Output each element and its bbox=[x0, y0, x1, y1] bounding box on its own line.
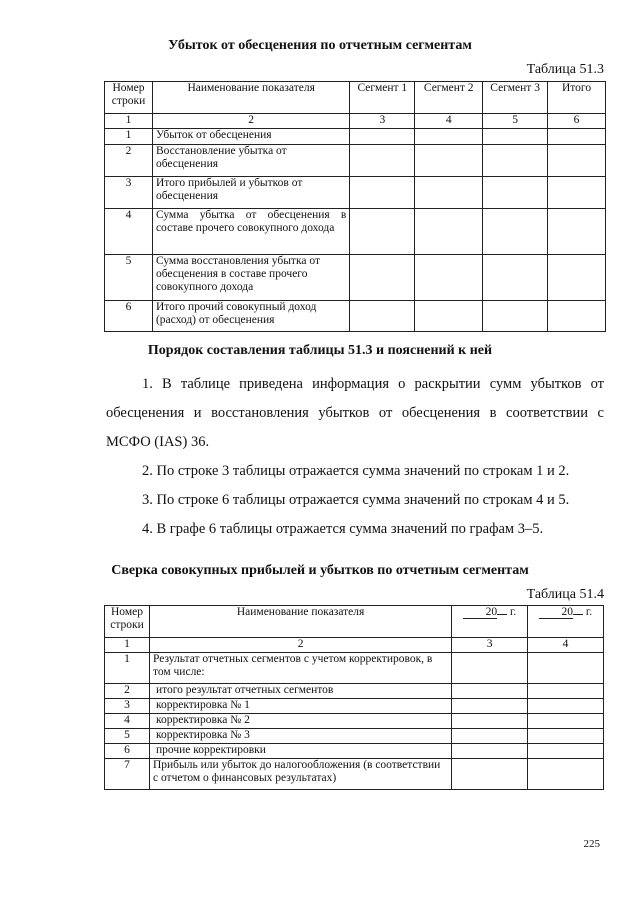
data-cell bbox=[452, 714, 528, 729]
year-suffix: г. bbox=[585, 606, 593, 618]
row-name: корректировка № 2 bbox=[149, 714, 451, 729]
table1-header-num: Номер строки bbox=[105, 82, 153, 114]
row-number: 3 bbox=[105, 177, 153, 209]
data-cell bbox=[528, 714, 604, 729]
data-cell bbox=[528, 699, 604, 714]
table-row bbox=[105, 145, 606, 177]
table-row bbox=[105, 255, 606, 301]
data-cell bbox=[548, 177, 606, 209]
data-cell bbox=[548, 209, 606, 255]
paragraph: 2. По строке 3 таблицы отражается сумма значений по строкам 1 и 2. bbox=[142, 463, 570, 479]
table1-colnum: 5 bbox=[483, 114, 548, 129]
row-name: Убыток от обесценения bbox=[152, 129, 349, 145]
table2-heading: Сверка совокупных прибылей и убытков по отчетным сегментам bbox=[111, 563, 529, 578]
table-row bbox=[105, 301, 606, 332]
table1-label: Таблица 51.3 bbox=[526, 62, 604, 77]
section-body bbox=[106, 370, 604, 544]
data-cell bbox=[528, 653, 604, 684]
table1-colnum: 3 bbox=[350, 114, 415, 129]
table2-header-row bbox=[105, 606, 604, 638]
table-row bbox=[105, 729, 604, 744]
data-cell bbox=[415, 255, 483, 301]
row-number: 4 bbox=[105, 714, 150, 729]
data-cell bbox=[350, 301, 415, 332]
table2-header-year bbox=[528, 606, 604, 638]
row-name: итого результат отчетных сегментов bbox=[149, 684, 451, 699]
data-cell bbox=[483, 129, 548, 145]
row-name: Результат отчетных сегментов с учетом корректировок, в том числе: bbox=[149, 653, 451, 684]
table1-header-name: Наименование показателя bbox=[152, 82, 349, 114]
data-cell bbox=[350, 129, 415, 145]
row-number: 5 bbox=[105, 255, 153, 301]
row-name: Итого прочий совокупный доход (расход) от обесценения bbox=[152, 301, 349, 332]
row-name: Восстановление убытка от обесценения bbox=[152, 145, 349, 177]
year-blank-tail bbox=[573, 614, 583, 615]
row-number: 3 bbox=[105, 699, 150, 714]
table1-colnum: 1 bbox=[105, 114, 153, 129]
table1-header-seg2: Сегмент 2 bbox=[415, 82, 483, 114]
row-number: 2 bbox=[105, 145, 153, 177]
row-name: корректировка № 1 bbox=[149, 699, 451, 714]
data-cell bbox=[415, 145, 483, 177]
table2-colnum: 4 bbox=[528, 638, 604, 653]
data-cell bbox=[483, 177, 548, 209]
table1-header-seg3: Сегмент 3 bbox=[483, 82, 548, 114]
row-name: Сумма восстановления убытка от обесценения в составе прочего совокупного дохода bbox=[152, 255, 349, 301]
table1-colnum-row bbox=[105, 114, 606, 129]
data-cell bbox=[452, 759, 528, 790]
table2-header-year bbox=[452, 606, 528, 638]
row-name: корректировка № 3 bbox=[149, 729, 451, 744]
data-cell bbox=[452, 653, 528, 684]
table2-colnum-row bbox=[105, 638, 604, 653]
table-row bbox=[105, 653, 604, 684]
data-cell bbox=[350, 255, 415, 301]
paragraph: 1. В таблице приведена информация о раскрытии сумм убытков от обесценения и восстановления убытков от обесценения в соответствии с МСФО (IAS) 36. bbox=[106, 376, 604, 450]
data-cell bbox=[528, 759, 604, 790]
table1-header-row bbox=[105, 82, 606, 114]
table-row bbox=[105, 209, 606, 255]
table1 bbox=[104, 81, 606, 332]
data-cell bbox=[350, 145, 415, 177]
table1-heading: Убыток от обесценения по отчетным сегментам bbox=[168, 38, 472, 53]
data-cell bbox=[452, 699, 528, 714]
row-number: 2 bbox=[105, 684, 150, 699]
table-row bbox=[105, 744, 604, 759]
table1-header-seg1: Сегмент 1 bbox=[350, 82, 415, 114]
row-number: 7 bbox=[105, 759, 150, 790]
section-heading: Порядок составления таблицы 51.3 и пояснений к ней bbox=[147, 343, 493, 358]
data-cell bbox=[415, 129, 483, 145]
row-number: 4 bbox=[105, 209, 153, 255]
table2-header-name: Наименование показателя bbox=[149, 606, 451, 638]
table-row bbox=[105, 714, 604, 729]
data-cell bbox=[548, 145, 606, 177]
data-cell bbox=[452, 744, 528, 759]
data-cell bbox=[415, 209, 483, 255]
data-cell bbox=[528, 744, 604, 759]
table2-colnum: 2 bbox=[149, 638, 451, 653]
data-cell bbox=[528, 729, 604, 744]
row-number: 1 bbox=[105, 653, 150, 684]
data-cell bbox=[452, 684, 528, 699]
year-suffix: г. bbox=[509, 606, 517, 618]
table1-colnum: 6 bbox=[548, 114, 606, 129]
table-row bbox=[105, 759, 604, 790]
table-row bbox=[105, 177, 606, 209]
data-cell bbox=[350, 209, 415, 255]
table2-label: Таблица 51.4 bbox=[526, 587, 604, 602]
data-cell bbox=[415, 177, 483, 209]
data-cell bbox=[452, 729, 528, 744]
table1-colnum: 2 bbox=[152, 114, 349, 129]
data-cell bbox=[350, 177, 415, 209]
table1-header-total: Итого bbox=[548, 82, 606, 114]
data-cell bbox=[483, 145, 548, 177]
row-name: Сумма убытка от обесценения в составе прочего совокупного дохода bbox=[152, 209, 349, 255]
row-name: Итого прибылей и убытков от обесценения bbox=[152, 177, 349, 209]
row-name: Прибыль или убыток до налогообложения (в соответствии с отчетом о финансовых результатах) bbox=[149, 759, 451, 790]
paragraph: 3. По строке 6 таблицы отражается сумма значений по строкам 4 и 5. bbox=[142, 492, 570, 508]
row-name: прочие корректировки bbox=[149, 744, 451, 759]
data-cell bbox=[548, 301, 606, 332]
data-cell bbox=[528, 684, 604, 699]
data-cell bbox=[483, 255, 548, 301]
page-number: 225 bbox=[583, 838, 600, 850]
table2-colnum: 3 bbox=[452, 638, 528, 653]
data-cell bbox=[483, 209, 548, 255]
data-cell bbox=[548, 129, 606, 145]
year-blank: 20 bbox=[463, 607, 497, 619]
row-number: 5 bbox=[105, 729, 150, 744]
row-number: 6 bbox=[105, 301, 153, 332]
table2-header-num: Номер строки bbox=[105, 606, 150, 638]
data-cell bbox=[483, 301, 548, 332]
table2 bbox=[104, 605, 604, 790]
row-number: 6 bbox=[105, 744, 150, 759]
data-cell bbox=[415, 301, 483, 332]
row-number: 1 bbox=[105, 129, 153, 145]
paragraph: 4. В графе 6 таблицы отражается сумма значений по графам 3–5. bbox=[142, 521, 544, 537]
table-row bbox=[105, 684, 604, 699]
table-row bbox=[105, 699, 604, 714]
table1-colnum: 4 bbox=[415, 114, 483, 129]
table2-colnum: 1 bbox=[105, 638, 150, 653]
year-blank: 20 bbox=[539, 607, 573, 619]
year-blank-tail bbox=[497, 614, 507, 615]
table-row bbox=[105, 129, 606, 145]
data-cell bbox=[548, 255, 606, 301]
